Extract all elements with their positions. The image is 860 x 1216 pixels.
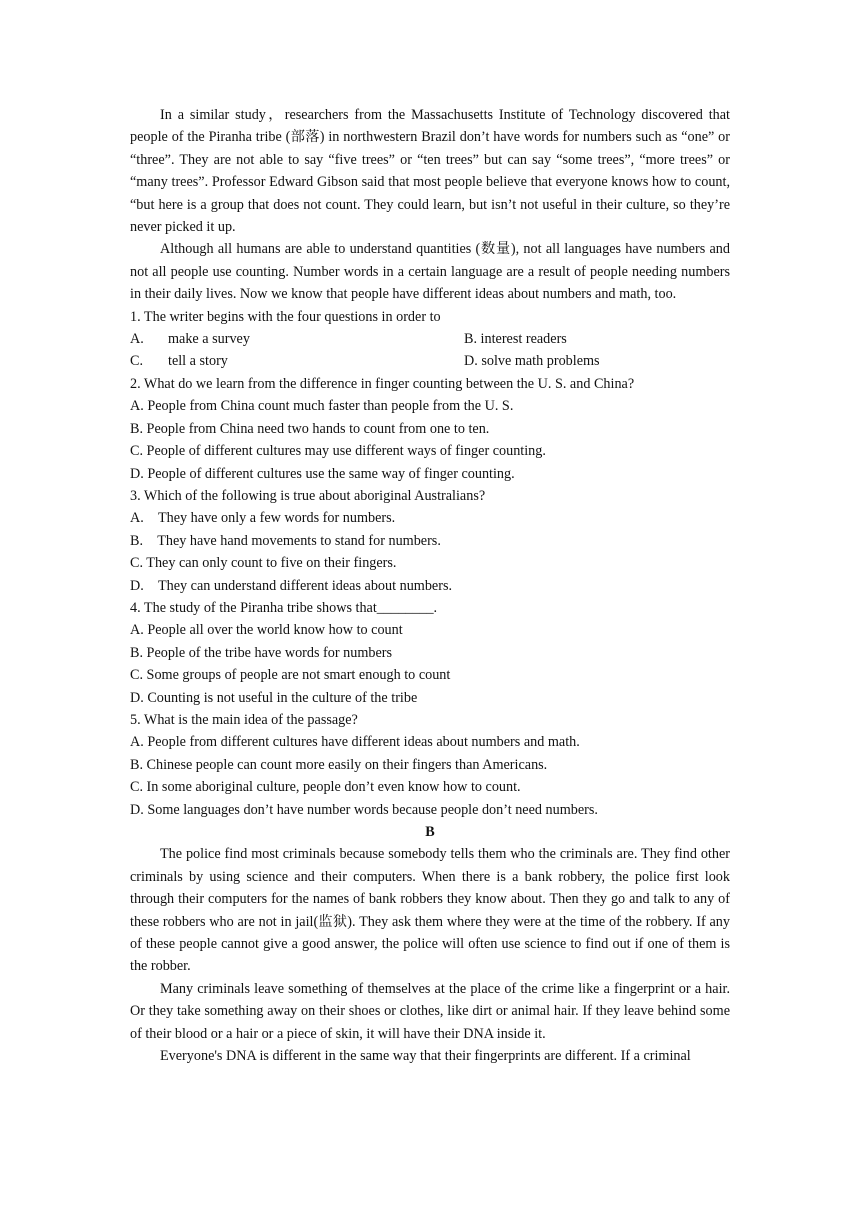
option-b: B. They have hand movements to stand for numbers.	[130, 532, 441, 549]
option-text: B. interest readers	[464, 331, 567, 348]
question-stem: 3. Which of the following is true about aboriginal Australians?	[130, 487, 486, 504]
option-d: D. They can understand different ideas about numbers.	[130, 577, 453, 594]
question-5	[130, 709, 730, 821]
document-content	[130, 104, 730, 1067]
question-1	[130, 306, 730, 373]
question-stem: 2. What do we learn from the difference in finger counting between the U. S. and China?	[130, 375, 635, 392]
option-b: B. Chinese people can count more easily on their fingers than Americans.	[130, 756, 548, 773]
option-b: B. People of the tribe have words for numbers	[130, 644, 393, 661]
option-c: C. People of different cultures may use different ways of finger counting.	[130, 443, 546, 460]
option-a: A. People from different cultures have different ideas about numbers and math.	[130, 734, 580, 751]
option-a: A. People from China count much faster than people from the U. S.	[130, 398, 514, 415]
option-c: C. They can only count to five on their fingers.	[130, 555, 397, 572]
option-text: tell a story	[168, 353, 228, 370]
option-text: make a survey	[168, 331, 250, 348]
option-d: D. Some languages don’t have number words because people don’t need numbers.	[130, 801, 598, 818]
option-d: D. People of different cultures use the same way of finger counting.	[130, 465, 515, 482]
option-c: C. Some groups of people are not smart enough to count	[130, 667, 451, 684]
section-title-b: B	[425, 824, 435, 840]
paragraph-piranha-study: In a similar study，researchers from the Massachusetts Institute of Technology discovered that people of the Piranha tribe (部落) in northwestern Brazil don’t have words for numbers such as “one” or “three”. They are not able to say “five trees” or “ten trees” but can say “some trees”, “more trees” or “many trees”. Professor Edward Gibson said that most people believe that everyone knows how to count, “but here is a group that does not count. They could learn, but isn’t not useful in their culture, so they’re never picked it up.	[130, 107, 730, 236]
option-row	[130, 350, 730, 372]
question-4	[130, 597, 730, 709]
question-stem: 4. The study of the Piranha tribe shows that________.	[130, 599, 438, 616]
option-d: D. Counting is not useful in the culture of the tribe	[130, 689, 418, 706]
question-2	[130, 373, 730, 485]
option-letter: A.	[130, 331, 144, 348]
question-stem: 5. What is the main idea of the passage?	[130, 711, 358, 728]
option-a: A. People all over the world know how to count	[130, 622, 403, 639]
option-b: B. People from China need two hands to count from one to ten.	[130, 420, 490, 437]
paragraph-criminals-leave: Many criminals leave something of themselves at the place of the crime like a fingerprint or a hair. Or they take something away on their shoes or clothes, like dirt or animal hair. If they leave behind some of their blood or a hair or a piece of skin, it will have their DNA inside it.	[130, 980, 730, 1042]
paragraph-quantities: Although all humans are able to understand quantities (数量), not all languages have numbers and not all people use counting. Number words in a certain language are a result of people needing numbers in their daily lives. Now we know that people have different ideas about numbers and math, too.	[130, 241, 730, 303]
paragraph-dna: Everyone's DNA is different in the same way that their fingerprints are different. If a criminal	[160, 1048, 691, 1065]
option-text: D. solve math problems	[464, 353, 600, 370]
question-3	[130, 485, 730, 597]
option-a: A. They have only a few words for numbers.	[130, 510, 396, 527]
option-letter: C.	[130, 353, 144, 370]
question-stem: 1. The writer begins with the four questions in order to	[130, 308, 441, 325]
paragraph-police: The police find most criminals because somebody tells them who the criminals are. They find other criminals by using science and their computers. When there is a bank robbery, the police first look through their computers for the names of bank robbers they know about. Then they go and talk to any of these robbers who are not in jail(监狱). They ask them where they were at the time of the robbery. If any of these people cannot give a good answer, the police will often use science to find out if one of them is the robber.	[130, 846, 730, 975]
option-c: C. In some aboriginal culture, people don’t even know how to count.	[130, 779, 521, 796]
option-row	[130, 328, 730, 350]
